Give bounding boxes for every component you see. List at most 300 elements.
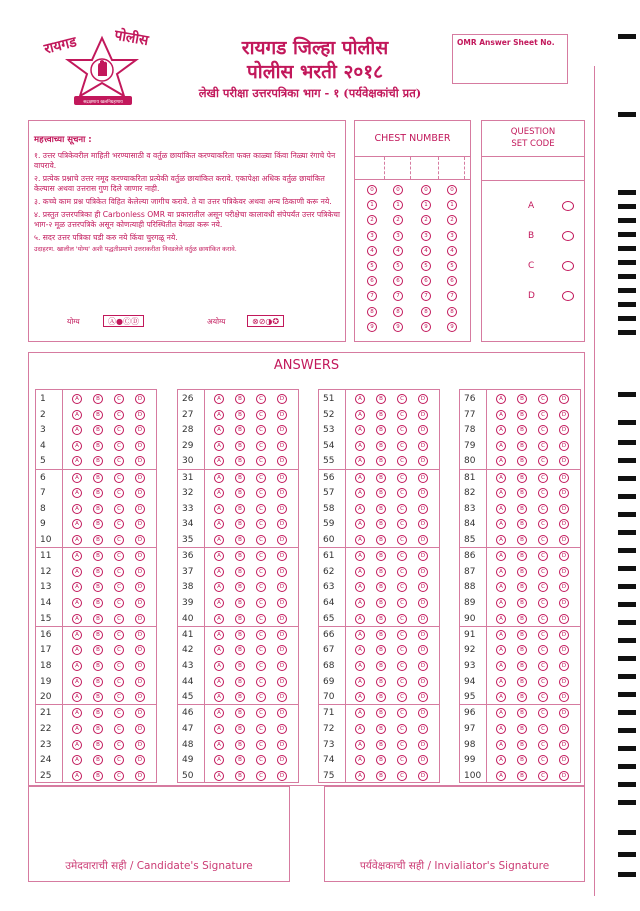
answer-bubble-d[interactable]: D xyxy=(135,551,145,561)
answer-bubble-b[interactable]: B xyxy=(235,677,245,687)
answer-bubble-a[interactable]: A xyxy=(72,630,82,640)
answer-bubble-b[interactable]: B xyxy=(376,724,386,734)
chest-digit-bubble[interactable]: 6 xyxy=(421,276,431,286)
chest-digit-bubble[interactable]: 8 xyxy=(393,307,403,317)
answer-bubble-b[interactable]: B xyxy=(93,567,103,577)
chest-digit-bubble[interactable]: 3 xyxy=(367,231,377,241)
chest-digit-bubble[interactable]: 1 xyxy=(367,200,377,210)
answer-bubble-a[interactable]: A xyxy=(214,425,224,435)
chest-digit-entry[interactable] xyxy=(363,157,385,179)
answer-bubble-d[interactable]: D xyxy=(277,661,287,671)
answer-bubble-c[interactable]: C xyxy=(397,771,407,781)
answer-bubble-c[interactable]: C xyxy=(397,441,407,451)
answer-bubble-d[interactable]: D xyxy=(135,740,145,750)
answer-bubble-a[interactable]: A xyxy=(496,614,506,624)
answer-bubble-b[interactable]: B xyxy=(235,519,245,529)
answer-bubble-c[interactable]: C xyxy=(256,771,266,781)
answer-bubble-d[interactable]: D xyxy=(559,488,569,498)
answer-bubble-d[interactable]: D xyxy=(277,441,287,451)
answer-bubble-a[interactable]: A xyxy=(496,677,506,687)
answer-bubble-c[interactable]: C xyxy=(397,425,407,435)
set-code-bubble[interactable] xyxy=(562,261,574,271)
answer-bubble-b[interactable]: B xyxy=(376,692,386,702)
answer-bubble-c[interactable]: C xyxy=(538,488,548,498)
answer-bubble-a[interactable]: A xyxy=(214,630,224,640)
answer-bubble-b[interactable]: B xyxy=(235,614,245,624)
chest-digit-bubble[interactable]: 4 xyxy=(447,246,457,256)
answer-bubble-a[interactable]: A xyxy=(496,425,506,435)
answer-bubble-d[interactable]: D xyxy=(559,661,569,671)
answer-bubble-a[interactable]: A xyxy=(496,441,506,451)
answer-bubble-b[interactable]: B xyxy=(235,740,245,750)
chest-digit-bubble[interactable]: 4 xyxy=(393,246,403,256)
answer-bubble-d[interactable]: D xyxy=(559,692,569,702)
answer-bubble-a[interactable]: A xyxy=(72,724,82,734)
answer-bubble-b[interactable]: B xyxy=(93,614,103,624)
answer-bubble-b[interactable]: B xyxy=(235,473,245,483)
answer-bubble-b[interactable]: B xyxy=(517,504,527,514)
answer-bubble-a[interactable]: A xyxy=(214,582,224,592)
answer-bubble-b[interactable]: B xyxy=(376,504,386,514)
chest-digit-bubble[interactable]: 0 xyxy=(421,185,431,195)
answer-bubble-c[interactable]: C xyxy=(397,567,407,577)
answer-bubble-c[interactable]: C xyxy=(397,755,407,765)
answer-bubble-d[interactable]: D xyxy=(559,535,569,545)
answer-bubble-c[interactable]: C xyxy=(397,551,407,561)
answer-bubble-a[interactable]: A xyxy=(355,692,365,702)
answer-bubble-c[interactable]: C xyxy=(114,598,124,608)
answer-bubble-b[interactable]: B xyxy=(235,551,245,561)
answer-bubble-a[interactable]: A xyxy=(214,488,224,498)
answer-bubble-c[interactable]: C xyxy=(114,771,124,781)
answer-bubble-a[interactable]: A xyxy=(214,771,224,781)
answer-bubble-b[interactable]: B xyxy=(517,425,527,435)
answer-bubble-c[interactable]: C xyxy=(114,394,124,404)
answer-bubble-a[interactable]: A xyxy=(355,504,365,514)
chest-digit-bubble[interactable]: 2 xyxy=(393,215,403,225)
chest-digit-bubble[interactable]: 8 xyxy=(447,307,457,317)
answer-bubble-c[interactable]: C xyxy=(114,692,124,702)
chest-digit-bubble[interactable]: 2 xyxy=(421,215,431,225)
answer-bubble-b[interactable]: B xyxy=(517,740,527,750)
answer-bubble-a[interactable]: A xyxy=(72,551,82,561)
chest-digit-bubble[interactable]: 3 xyxy=(421,231,431,241)
answer-bubble-b[interactable]: B xyxy=(235,394,245,404)
answer-bubble-c[interactable]: C xyxy=(397,661,407,671)
answer-bubble-b[interactable]: B xyxy=(517,441,527,451)
answer-bubble-d[interactable]: D xyxy=(418,519,428,529)
answer-bubble-d[interactable]: D xyxy=(277,504,287,514)
answer-bubble-d[interactable]: D xyxy=(418,771,428,781)
chest-digit-bubble[interactable]: 1 xyxy=(421,200,431,210)
chest-digit-bubble[interactable]: 0 xyxy=(367,185,377,195)
answer-bubble-b[interactable]: B xyxy=(93,708,103,718)
answer-bubble-a[interactable]: A xyxy=(214,755,224,765)
answer-bubble-d[interactable]: D xyxy=(559,567,569,577)
answer-bubble-c[interactable]: C xyxy=(256,598,266,608)
answer-bubble-b[interactable]: B xyxy=(93,692,103,702)
answer-bubble-a[interactable]: A xyxy=(72,771,82,781)
answer-bubble-c[interactable]: C xyxy=(538,551,548,561)
answer-bubble-b[interactable]: B xyxy=(517,567,527,577)
answer-bubble-c[interactable]: C xyxy=(114,441,124,451)
answer-bubble-a[interactable]: A xyxy=(496,645,506,655)
answer-bubble-d[interactable]: D xyxy=(559,724,569,734)
answer-bubble-b[interactable]: B xyxy=(93,645,103,655)
answer-bubble-a[interactable]: A xyxy=(496,661,506,671)
answer-bubble-b[interactable]: B xyxy=(517,692,527,702)
answer-bubble-a[interactable]: A xyxy=(496,410,506,420)
answer-bubble-a[interactable]: A xyxy=(214,645,224,655)
answer-bubble-c[interactable]: C xyxy=(538,724,548,734)
answer-bubble-d[interactable]: D xyxy=(559,551,569,561)
answer-bubble-d[interactable]: D xyxy=(135,567,145,577)
answer-bubble-b[interactable]: B xyxy=(376,771,386,781)
answer-bubble-d[interactable]: D xyxy=(277,755,287,765)
answer-bubble-c[interactable]: C xyxy=(397,645,407,655)
answer-bubble-a[interactable]: A xyxy=(214,504,224,514)
answer-bubble-d[interactable]: D xyxy=(277,724,287,734)
chest-digit-bubble[interactable]: 0 xyxy=(393,185,403,195)
answer-bubble-d[interactable]: D xyxy=(418,582,428,592)
answer-bubble-c[interactable]: C xyxy=(538,582,548,592)
answer-bubble-b[interactable]: B xyxy=(93,488,103,498)
answer-bubble-a[interactable]: A xyxy=(214,551,224,561)
chest-digit-bubble[interactable]: 9 xyxy=(367,322,377,332)
answer-bubble-d[interactable]: D xyxy=(277,677,287,687)
answer-bubble-b[interactable]: B xyxy=(235,755,245,765)
answer-bubble-a[interactable]: A xyxy=(355,410,365,420)
omr-sheet-number-box[interactable] xyxy=(452,34,568,84)
answer-bubble-d[interactable]: D xyxy=(559,582,569,592)
answer-bubble-b[interactable]: B xyxy=(235,441,245,451)
answer-bubble-b[interactable]: B xyxy=(235,598,245,608)
answer-bubble-d[interactable]: D xyxy=(277,425,287,435)
answer-bubble-a[interactable]: A xyxy=(214,740,224,750)
answer-bubble-d[interactable]: D xyxy=(135,410,145,420)
answer-bubble-b[interactable]: B xyxy=(235,630,245,640)
answer-bubble-d[interactable]: D xyxy=(559,598,569,608)
answer-bubble-a[interactable]: A xyxy=(72,394,82,404)
answer-bubble-b[interactable]: B xyxy=(376,441,386,451)
answer-bubble-c[interactable]: C xyxy=(114,740,124,750)
answer-bubble-a[interactable]: A xyxy=(214,394,224,404)
chest-digit-bubble[interactable]: 4 xyxy=(367,246,377,256)
answer-bubble-b[interactable]: B xyxy=(517,724,527,734)
answer-bubble-a[interactable]: A xyxy=(214,567,224,577)
answer-bubble-b[interactable]: B xyxy=(376,551,386,561)
answer-bubble-d[interactable]: D xyxy=(277,692,287,702)
answer-bubble-a[interactable]: A xyxy=(72,535,82,545)
answer-bubble-c[interactable]: C xyxy=(256,425,266,435)
answer-bubble-c[interactable]: C xyxy=(256,535,266,545)
answer-bubble-d[interactable]: D xyxy=(135,519,145,529)
chest-digit-bubble[interactable]: 5 xyxy=(421,261,431,271)
answer-bubble-d[interactable]: D xyxy=(418,755,428,765)
answer-bubble-c[interactable]: C xyxy=(256,755,266,765)
answer-bubble-c[interactable]: C xyxy=(538,410,548,420)
answer-bubble-a[interactable]: A xyxy=(72,692,82,702)
answer-bubble-c[interactable]: C xyxy=(538,441,548,451)
chest-digit-bubble[interactable]: 3 xyxy=(393,231,403,241)
answer-bubble-c[interactable]: C xyxy=(256,724,266,734)
answer-bubble-a[interactable]: A xyxy=(355,394,365,404)
answer-bubble-b[interactable]: B xyxy=(235,645,245,655)
answer-bubble-d[interactable]: D xyxy=(277,645,287,655)
answer-bubble-a[interactable]: A xyxy=(355,708,365,718)
answer-bubble-b[interactable]: B xyxy=(93,740,103,750)
answer-bubble-b[interactable]: B xyxy=(517,645,527,655)
answer-bubble-d[interactable]: D xyxy=(418,394,428,404)
set-code-bubble[interactable] xyxy=(562,201,574,211)
answer-bubble-c[interactable]: C xyxy=(114,582,124,592)
chest-digit-bubble[interactable]: 7 xyxy=(393,291,403,301)
answer-bubble-d[interactable]: D xyxy=(277,488,287,498)
answer-bubble-d[interactable]: D xyxy=(559,504,569,514)
answer-bubble-c[interactable]: C xyxy=(114,755,124,765)
answer-bubble-c[interactable]: C xyxy=(538,473,548,483)
answer-bubble-b[interactable]: B xyxy=(93,755,103,765)
answer-bubble-d[interactable]: D xyxy=(277,598,287,608)
answer-bubble-b[interactable]: B xyxy=(235,582,245,592)
candidate-signature-box[interactable] xyxy=(28,786,290,882)
answer-bubble-a[interactable]: A xyxy=(214,535,224,545)
answer-bubble-b[interactable]: B xyxy=(376,535,386,545)
answer-bubble-c[interactable]: C xyxy=(538,394,548,404)
answer-bubble-c[interactable]: C xyxy=(538,771,548,781)
answer-bubble-b[interactable]: B xyxy=(376,661,386,671)
chest-digit-bubble[interactable]: 9 xyxy=(421,322,431,332)
answer-bubble-b[interactable]: B xyxy=(235,504,245,514)
answer-bubble-b[interactable]: B xyxy=(93,456,103,466)
answer-bubble-d[interactable]: D xyxy=(135,441,145,451)
answer-bubble-c[interactable]: C xyxy=(397,582,407,592)
answer-bubble-c[interactable]: C xyxy=(256,661,266,671)
answer-bubble-a[interactable]: A xyxy=(72,441,82,451)
answer-bubble-c[interactable]: C xyxy=(256,519,266,529)
answer-bubble-a[interactable]: A xyxy=(355,630,365,640)
answer-bubble-c[interactable]: C xyxy=(114,535,124,545)
answer-bubble-d[interactable]: D xyxy=(559,456,569,466)
answer-bubble-d[interactable]: D xyxy=(135,614,145,624)
chest-digit-bubble[interactable]: 9 xyxy=(393,322,403,332)
answer-bubble-b[interactable]: B xyxy=(93,661,103,671)
answer-bubble-a[interactable]: A xyxy=(355,567,365,577)
answer-bubble-a[interactable]: A xyxy=(355,519,365,529)
answer-bubble-a[interactable]: A xyxy=(214,410,224,420)
invigilator-signature-box[interactable] xyxy=(324,786,585,882)
answer-bubble-b[interactable]: B xyxy=(93,771,103,781)
answer-bubble-a[interactable]: A xyxy=(355,456,365,466)
answer-bubble-c[interactable]: C xyxy=(114,473,124,483)
answer-bubble-c[interactable]: C xyxy=(114,724,124,734)
answer-bubble-d[interactable]: D xyxy=(277,582,287,592)
answer-bubble-a[interactable]: A xyxy=(496,394,506,404)
answer-bubble-c[interactable]: C xyxy=(256,410,266,420)
answer-bubble-d[interactable]: D xyxy=(418,692,428,702)
answer-bubble-a[interactable]: A xyxy=(72,425,82,435)
answer-bubble-c[interactable]: C xyxy=(256,740,266,750)
answer-bubble-c[interactable]: C xyxy=(538,614,548,624)
answer-bubble-a[interactable]: A xyxy=(72,645,82,655)
answer-bubble-b[interactable]: B xyxy=(376,425,386,435)
answer-bubble-a[interactable]: A xyxy=(496,740,506,750)
answer-bubble-b[interactable]: B xyxy=(93,582,103,592)
chest-digit-bubble[interactable]: 8 xyxy=(421,307,431,317)
answer-bubble-c[interactable]: C xyxy=(256,551,266,561)
answer-bubble-a[interactable]: A xyxy=(496,473,506,483)
answer-bubble-d[interactable]: D xyxy=(135,724,145,734)
answer-bubble-b[interactable]: B xyxy=(517,535,527,545)
answer-bubble-b[interactable]: B xyxy=(376,630,386,640)
answer-bubble-a[interactable]: A xyxy=(72,473,82,483)
answer-bubble-d[interactable]: D xyxy=(418,535,428,545)
answer-bubble-a[interactable]: A xyxy=(355,677,365,687)
answer-bubble-a[interactable]: A xyxy=(72,519,82,529)
answer-bubble-b[interactable]: B xyxy=(235,410,245,420)
answer-bubble-b[interactable]: B xyxy=(517,755,527,765)
answer-bubble-b[interactable]: B xyxy=(376,473,386,483)
answer-bubble-c[interactable]: C xyxy=(114,630,124,640)
answer-bubble-b[interactable]: B xyxy=(93,425,103,435)
answer-bubble-d[interactable]: D xyxy=(277,614,287,624)
answer-bubble-b[interactable]: B xyxy=(517,394,527,404)
answer-bubble-a[interactable]: A xyxy=(496,692,506,702)
answer-bubble-d[interactable]: D xyxy=(277,456,287,466)
answer-bubble-d[interactable]: D xyxy=(277,473,287,483)
answer-bubble-a[interactable]: A xyxy=(496,567,506,577)
answer-bubble-b[interactable]: B xyxy=(235,661,245,671)
answer-bubble-a[interactable]: A xyxy=(355,582,365,592)
answer-bubble-b[interactable]: B xyxy=(235,692,245,702)
set-code-option[interactable] xyxy=(482,199,584,215)
answer-bubble-a[interactable]: A xyxy=(214,708,224,718)
chest-digit-bubble[interactable]: 8 xyxy=(367,307,377,317)
answer-bubble-b[interactable]: B xyxy=(93,630,103,640)
set-code-option[interactable] xyxy=(482,229,584,245)
chest-digit-bubble[interactable]: 7 xyxy=(367,291,377,301)
answer-bubble-d[interactable]: D xyxy=(418,504,428,514)
answer-bubble-d[interactable]: D xyxy=(277,551,287,561)
answer-bubble-c[interactable]: C xyxy=(256,692,266,702)
answer-bubble-c[interactable]: C xyxy=(397,410,407,420)
answer-bubble-d[interactable]: D xyxy=(418,598,428,608)
answer-bubble-b[interactable]: B xyxy=(517,630,527,640)
answer-bubble-b[interactable]: B xyxy=(93,551,103,561)
answer-bubble-d[interactable]: D xyxy=(418,441,428,451)
answer-bubble-d[interactable]: D xyxy=(277,630,287,640)
answer-bubble-c[interactable]: C xyxy=(256,677,266,687)
answer-bubble-c[interactable]: C xyxy=(397,740,407,750)
answer-bubble-c[interactable]: C xyxy=(114,456,124,466)
answer-bubble-b[interactable]: B xyxy=(376,488,386,498)
chest-digit-bubble[interactable]: 1 xyxy=(447,200,457,210)
answer-bubble-c[interactable]: C xyxy=(538,661,548,671)
answer-bubble-a[interactable]: A xyxy=(355,614,365,624)
answer-bubble-d[interactable]: D xyxy=(418,645,428,655)
answer-bubble-d[interactable]: D xyxy=(277,771,287,781)
answer-bubble-a[interactable]: A xyxy=(496,504,506,514)
answer-bubble-a[interactable]: A xyxy=(214,441,224,451)
answer-bubble-a[interactable]: A xyxy=(355,535,365,545)
answer-bubble-d[interactable]: D xyxy=(559,473,569,483)
answer-bubble-d[interactable]: D xyxy=(277,519,287,529)
answer-bubble-b[interactable]: B xyxy=(93,519,103,529)
answer-bubble-b[interactable]: B xyxy=(517,582,527,592)
answer-bubble-c[interactable]: C xyxy=(397,677,407,687)
answer-bubble-c[interactable]: C xyxy=(256,567,266,577)
answer-bubble-b[interactable]: B xyxy=(93,677,103,687)
set-code-bubble[interactable] xyxy=(562,231,574,241)
answer-bubble-b[interactable]: B xyxy=(376,410,386,420)
answer-bubble-d[interactable]: D xyxy=(418,614,428,624)
answer-bubble-a[interactable]: A xyxy=(214,661,224,671)
answer-bubble-b[interactable]: B xyxy=(517,519,527,529)
answer-bubble-b[interactable]: B xyxy=(235,567,245,577)
answer-bubble-d[interactable]: D xyxy=(135,582,145,592)
answer-bubble-c[interactable]: C xyxy=(256,488,266,498)
answer-bubble-d[interactable]: D xyxy=(418,473,428,483)
chest-digit-bubble[interactable]: 6 xyxy=(367,276,377,286)
answer-bubble-c[interactable]: C xyxy=(256,456,266,466)
answer-bubble-c[interactable]: C xyxy=(256,645,266,655)
answer-bubble-d[interactable]: D xyxy=(418,630,428,640)
answer-bubble-c[interactable]: C xyxy=(256,630,266,640)
answer-bubble-d[interactable]: D xyxy=(559,519,569,529)
answer-bubble-a[interactable]: A xyxy=(496,708,506,718)
answer-bubble-a[interactable]: A xyxy=(355,488,365,498)
answer-bubble-d[interactable]: D xyxy=(559,410,569,420)
answer-bubble-c[interactable]: C xyxy=(114,567,124,577)
answer-bubble-b[interactable]: B xyxy=(235,535,245,545)
answer-bubble-d[interactable]: D xyxy=(418,410,428,420)
answer-bubble-a[interactable]: A xyxy=(355,755,365,765)
answer-bubble-d[interactable]: D xyxy=(559,771,569,781)
answer-bubble-b[interactable]: B xyxy=(376,614,386,624)
answer-bubble-c[interactable]: C xyxy=(256,441,266,451)
chest-digit-bubble[interactable]: 5 xyxy=(393,261,403,271)
answer-bubble-b[interactable]: B xyxy=(93,535,103,545)
answer-bubble-c[interactable]: C xyxy=(397,394,407,404)
answer-bubble-a[interactable]: A xyxy=(496,488,506,498)
answer-bubble-d[interactable]: D xyxy=(559,645,569,655)
answer-bubble-d[interactable]: D xyxy=(277,708,287,718)
answer-bubble-d[interactable]: D xyxy=(277,567,287,577)
answer-bubble-a[interactable]: A xyxy=(214,614,224,624)
answer-bubble-a[interactable]: A xyxy=(72,708,82,718)
answer-bubble-d[interactable]: D xyxy=(277,740,287,750)
answer-bubble-d[interactable]: D xyxy=(418,724,428,734)
answer-bubble-d[interactable]: D xyxy=(135,661,145,671)
answer-bubble-b[interactable]: B xyxy=(517,598,527,608)
answer-bubble-a[interactable]: A xyxy=(72,598,82,608)
answer-bubble-a[interactable]: A xyxy=(72,677,82,687)
answer-bubble-d[interactable]: D xyxy=(418,740,428,750)
answer-bubble-a[interactable]: A xyxy=(72,410,82,420)
answer-bubble-b[interactable]: B xyxy=(517,456,527,466)
answer-bubble-d[interactable]: D xyxy=(418,456,428,466)
answer-bubble-c[interactable]: C xyxy=(114,519,124,529)
answer-bubble-c[interactable]: C xyxy=(538,567,548,577)
answer-bubble-a[interactable]: A xyxy=(72,755,82,765)
chest-digit-bubble[interactable]: 5 xyxy=(447,261,457,271)
answer-bubble-c[interactable]: C xyxy=(114,488,124,498)
answer-bubble-c[interactable]: C xyxy=(538,456,548,466)
answer-bubble-c[interactable]: C xyxy=(538,755,548,765)
answer-bubble-b[interactable]: B xyxy=(93,724,103,734)
answer-bubble-b[interactable]: B xyxy=(93,410,103,420)
answer-bubble-d[interactable]: D xyxy=(418,677,428,687)
